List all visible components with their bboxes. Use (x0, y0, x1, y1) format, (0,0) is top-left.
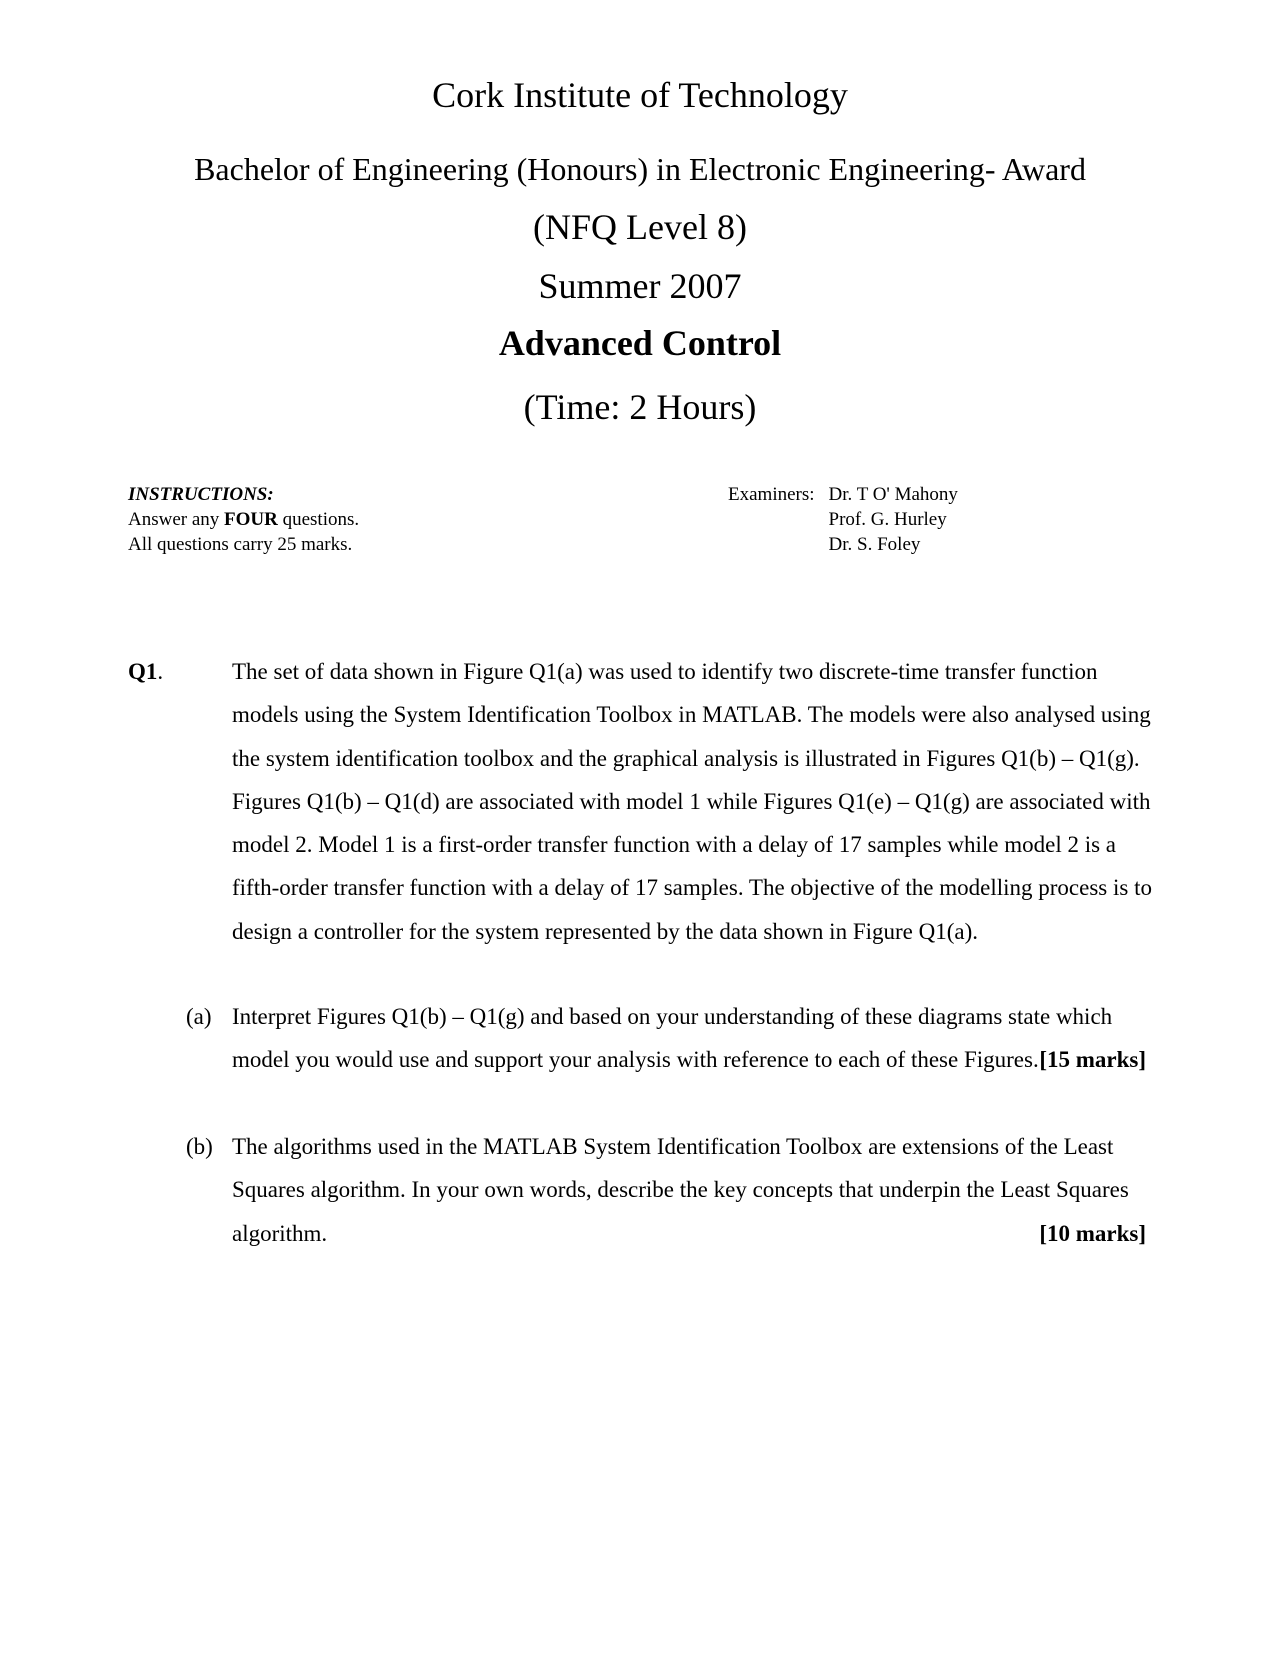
examiner-name: Prof. G. Hurley (828, 509, 947, 530)
instructions-line-2: All questions carry 25 marks. (128, 534, 353, 555)
question-number-suffix: . (157, 659, 164, 684)
question-part-b (186, 1125, 1146, 1255)
question-part-a (186, 995, 1146, 1082)
instructions-heading: INSTRUCTIONS: (128, 484, 274, 505)
institution-name: Cork Institute of Technology (432, 75, 848, 115)
part-text: The algorithms used in the MATLAB System Identification Toolbox are extensions of the Least Squares algorithm. In your own words, describe the key concepts that underpin the Least Squares algorithm. (232, 1134, 1129, 1246)
instructions-line-1 (128, 507, 359, 532)
exam-session: Summer 2007 (538, 266, 742, 306)
examiner-name: Dr. T O' Mahony (828, 484, 958, 505)
instructions-line-1-suffix: questions. (277, 509, 360, 530)
instructions-block (128, 482, 359, 557)
subject-title: Advanced Control (498, 323, 782, 363)
question-number (128, 650, 163, 693)
programme-title: Bachelor of Engineering (Honours) in Electronic Engineering- Award (194, 151, 1086, 187)
part-label: (a) (186, 1004, 212, 1029)
examiners-block (728, 482, 958, 557)
nfq-level: (NFQ Level 8) (533, 207, 747, 247)
question-body: The set of data shown in Figure Q1(a) was used to identify two discrete-time transfer function models using the System Identification Toolbox in MATLAB. The models were also analysed using the system identification toolbox and the graphical analysis is illustrated in Figures Q1(b) – Q1(g). Figures Q1(b) – Q1(d) are associated with model 1 while Figures Q1(e) – Q1(g) are associated with model 2. Model 1 is a first-order transfer function with a delay of 17 samples while model 2 is a fifth-order transfer function with a delay of 17 samples. The objective of the modelling process is to design a controller for the system represented by the data shown in Figure Q1(a). (232, 659, 1152, 944)
part-text: Interpret Figures Q1(b) – Q1(g) and based on your understanding of these diagrams state which model you would use and support your analysis with reference to each of these Figures. (232, 1004, 1113, 1073)
examiner-name: Dr. S. Foley (828, 534, 921, 555)
part-text-wrapper (232, 995, 1146, 1082)
examiners-names (829, 482, 958, 557)
instructions-line-1-prefix: Answer any (128, 509, 225, 530)
exam-duration: (Time: 2 Hours) (523, 387, 757, 427)
part-marks: [15 marks] (1039, 1047, 1146, 1073)
question-number-text: Q1 (128, 659, 158, 684)
part-text-wrapper (232, 1125, 1146, 1255)
part-marks: [10 marks] (1039, 1220, 1146, 1246)
instructions-line-1-bold: FOUR (224, 509, 278, 530)
part-label: (b) (186, 1134, 213, 1159)
examiners-label: Examiners: (728, 484, 815, 505)
